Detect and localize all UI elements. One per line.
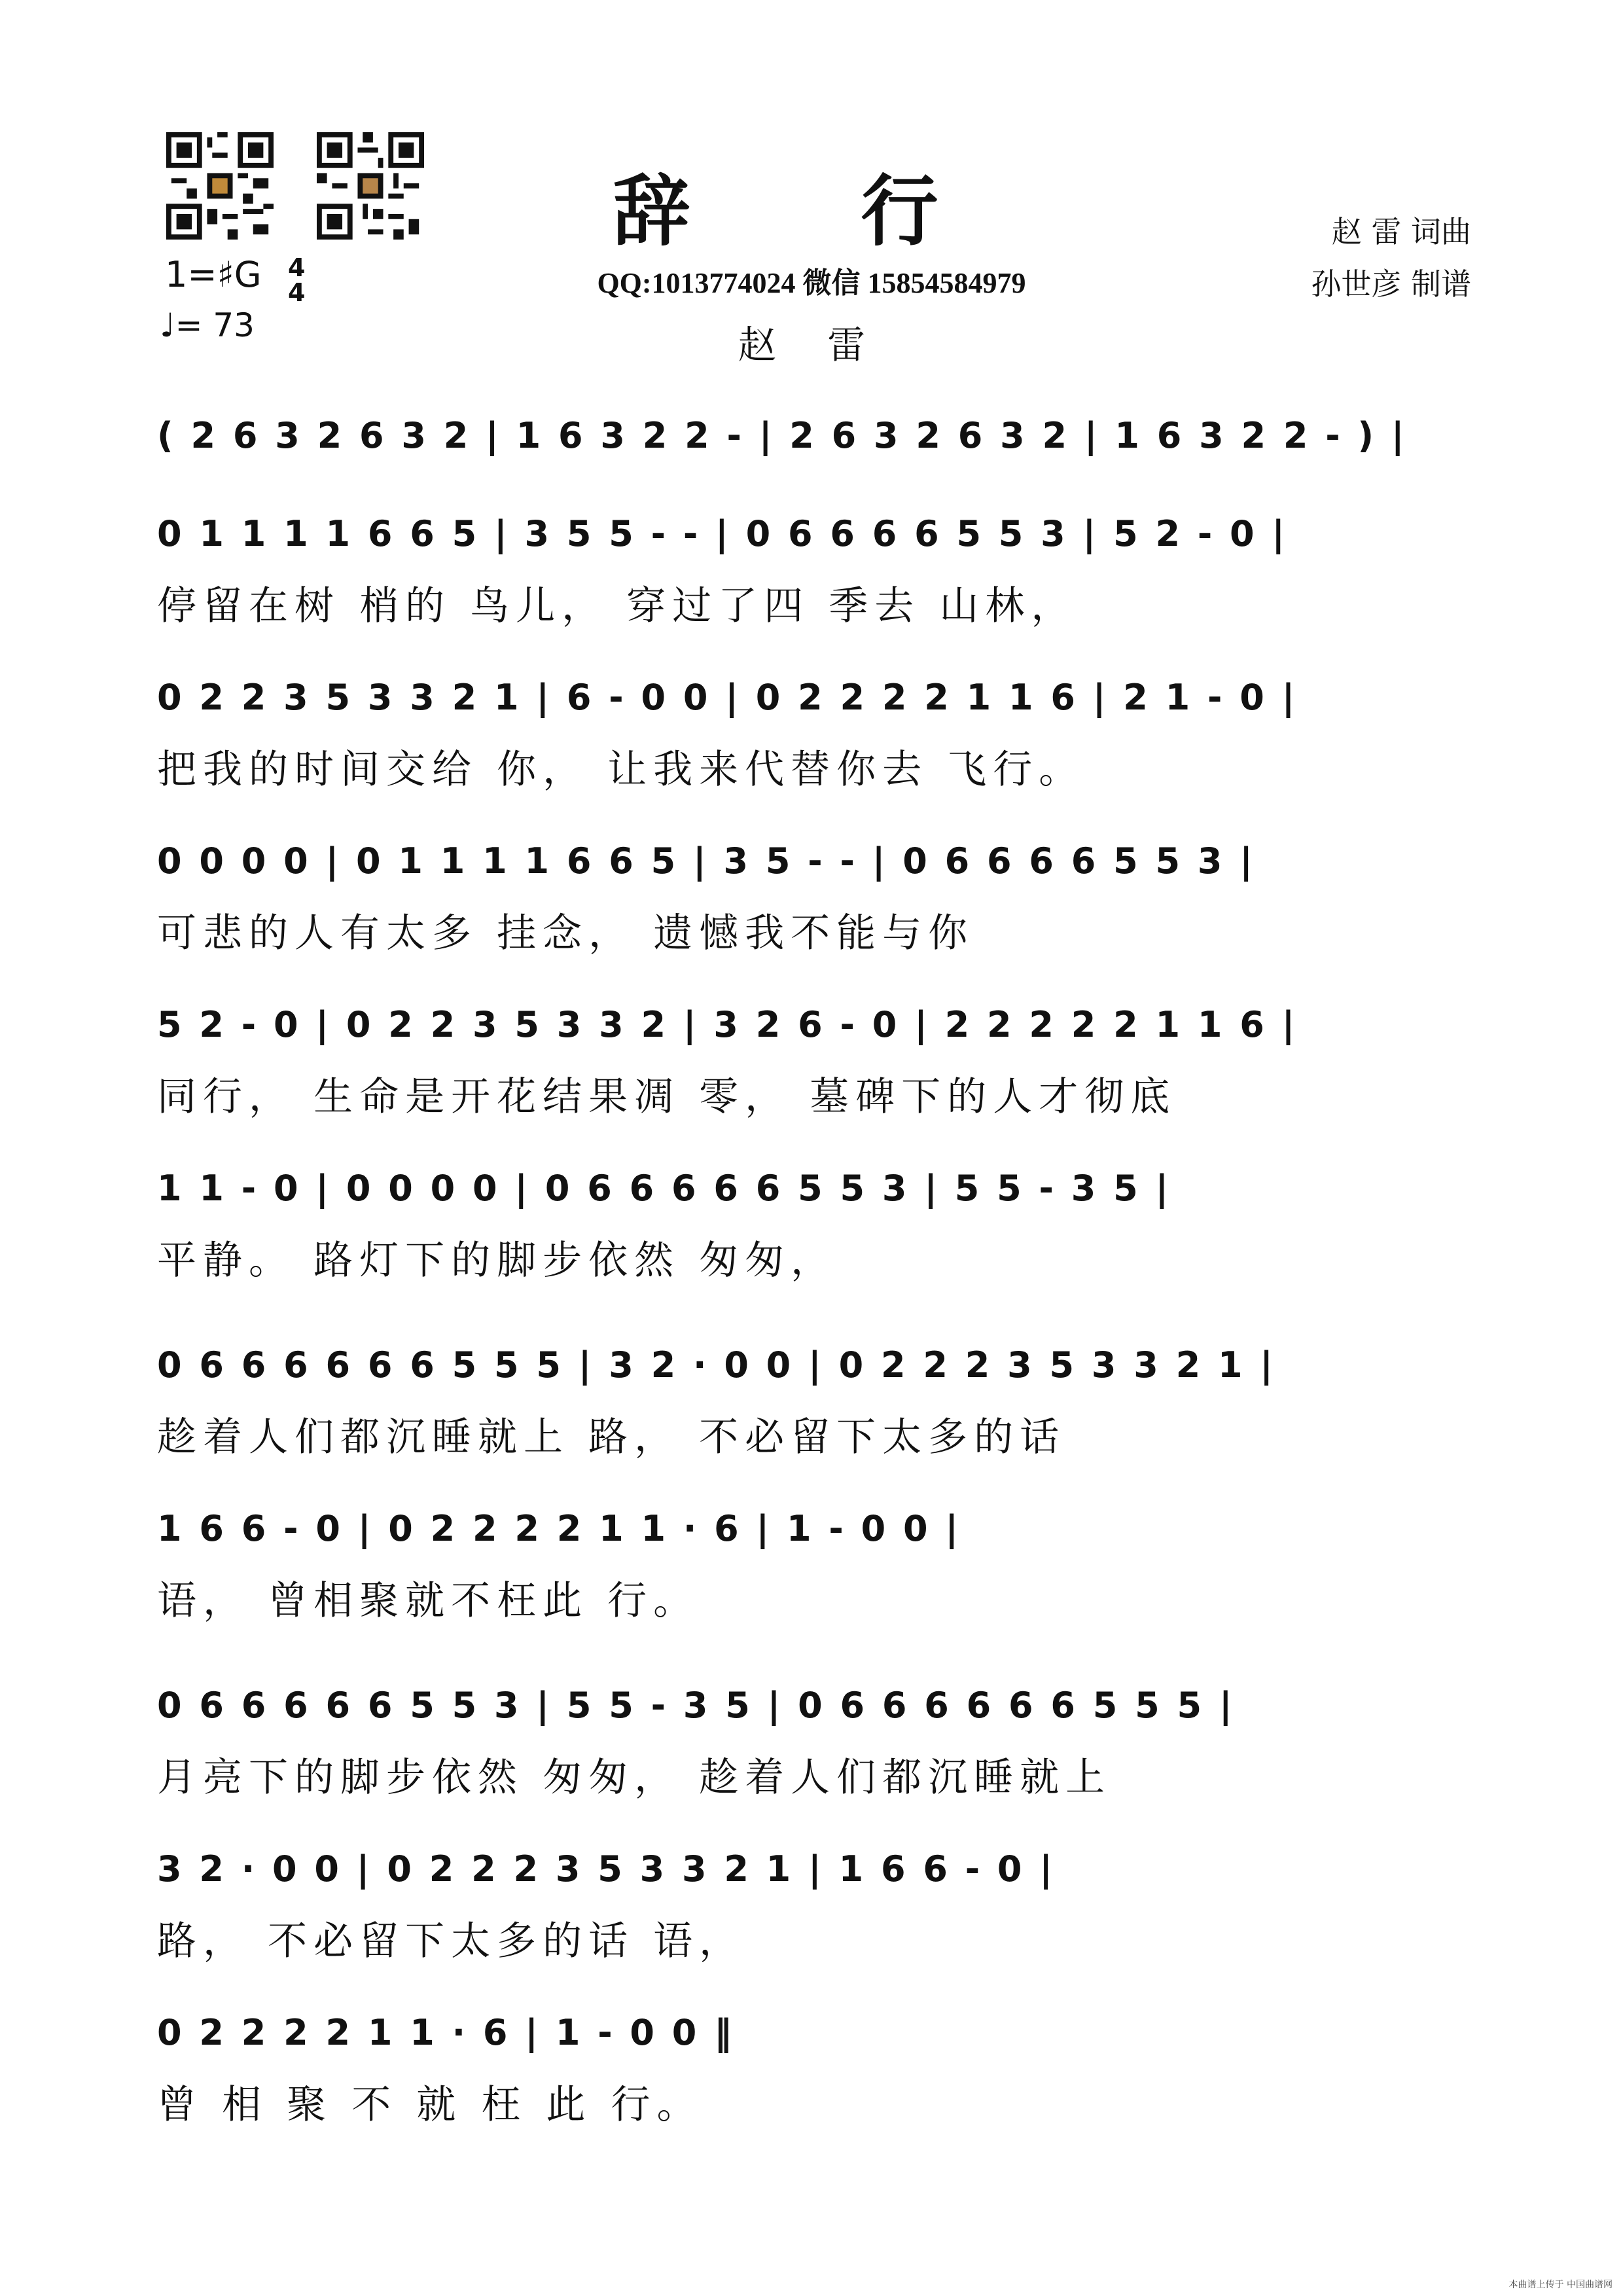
time-signature (288, 255, 305, 305)
notation-line: 1 1 - 0 | 0 0 0 0 | 0 6 6 6 6 6 5 5 3 | 5 5 - 3 5 | (157, 1168, 1171, 1209)
tempo-marking: ♩= 73 (160, 306, 255, 344)
song-title: 辞 行 (613, 166, 1010, 257)
notation-line: 0 0 0 0 | 0 1 1 1 1 6 6 5 | 3 5 - - | 0 6 6 6 6 5 5 3 | (157, 840, 1255, 882)
lyrics-line-9: 月亮下的脚步依然 匆匆， 趁着人们都沉睡就上 (157, 1755, 1112, 1801)
notation-line: 0 2 2 3 5 3 3 2 1 | 6 - 0 0 | 0 2 2 2 2 1 1 6 | 2 1 - 0 | (157, 677, 1298, 718)
score-line-4 (157, 831, 1479, 891)
score-line-10 (157, 1839, 1479, 1899)
lyrics-line-7: 趁着人们都沉睡就上 路， 不必留下太多的话 (157, 1414, 1066, 1460)
key-signature: 1=♯G (165, 254, 262, 295)
score-line-2 (157, 504, 1479, 564)
score-line-7 (157, 1335, 1479, 1395)
contact-info: QQ:1013774024 微信 15854584979 (597, 267, 1026, 299)
lyrics-line-10: 路， 不必留下太多的话 语， (157, 1918, 745, 1964)
score-line-8 (157, 1499, 1479, 1559)
lyrics-line-6: 平静。 路灯下的脚步依然 匆匆， (157, 1238, 837, 1283)
singer-name: 赵 雷 (738, 323, 885, 367)
time-signature-bottom: 4 (288, 278, 306, 307)
score-line-9 (157, 1676, 1479, 1736)
notation-line: 1 6 6 - 0 | 0 2 2 2 2 1 1 · 6 | 1 - 0 0 | (157, 1508, 961, 1549)
lyrics-line-5: 同行， 生命是开花结果凋 零， 墓碑下的人才彻底 (157, 1074, 1177, 1120)
credit-transcriber: 孙世彦 制谱 (1311, 266, 1471, 302)
notation-line: 3 2 · 0 0 | 0 2 2 2 3 5 3 3 2 1 | 1 6 6 - 0 | (157, 1848, 1056, 1890)
lyrics-line-4: 可悲的人有太多 挂念， 遗憾我不能与你 (157, 910, 974, 956)
footer-source: 本曲谱上传于 中国曲谱网 (1508, 2280, 1613, 2290)
lyrics-line-8: 语， 曾相聚就不枉此 行。 (157, 1578, 700, 1624)
lyrics-line-3: 把我的时间交给 你， 让我来代替你去 飞行。 (157, 747, 1085, 793)
notation-line: 0 6 6 6 6 6 6 5 5 5 | 3 2 · 0 0 | 0 2 2 2 3 5 3 3 2 1 | (157, 1344, 1276, 1386)
notation-line: 0 2 2 2 2 1 1 · 6 | 1 - 0 0 ‖ (157, 2012, 735, 2053)
lyrics-line-11: 曾 相 聚 不 就 枉 此 行。 (157, 2082, 703, 2128)
score-line-5 (157, 995, 1479, 1055)
score-line-3 (157, 668, 1479, 728)
score-line-11 (157, 2003, 1479, 2063)
notation-line: 0 6 6 6 6 6 5 5 3 | 5 5 - 3 5 | 0 6 6 6 6 6 6 5 5 5 | (157, 1685, 1235, 1726)
time-signature-top: 4 (288, 253, 306, 282)
notation-line: 5 2 - 0 | 0 2 2 3 5 3 3 2 | 3 2 6 - 0 | 2 2 2 2 2 1 1 6 | (157, 1004, 1298, 1045)
score-line-1 (157, 406, 1479, 466)
lyrics-line-2: 停留在树 梢的 鸟儿， 穿过了四 季去 山林， (157, 583, 1077, 629)
notation-line: 0 1 1 1 1 6 6 5 | 3 5 5 - - | 0 6 6 6 6 5 5 3 | 5 2 - 0 | (157, 513, 1288, 554)
notation-line: ( 2 6 3 2 6 3 2 | 1 6 3 2 2 - | 2 6 3 2 6 3 2 | 1 6 3 2 2 - ) | (157, 415, 1407, 456)
credit-lyricist-composer: 赵 雷 词曲 (1331, 214, 1471, 249)
score-line-6 (157, 1158, 1479, 1219)
